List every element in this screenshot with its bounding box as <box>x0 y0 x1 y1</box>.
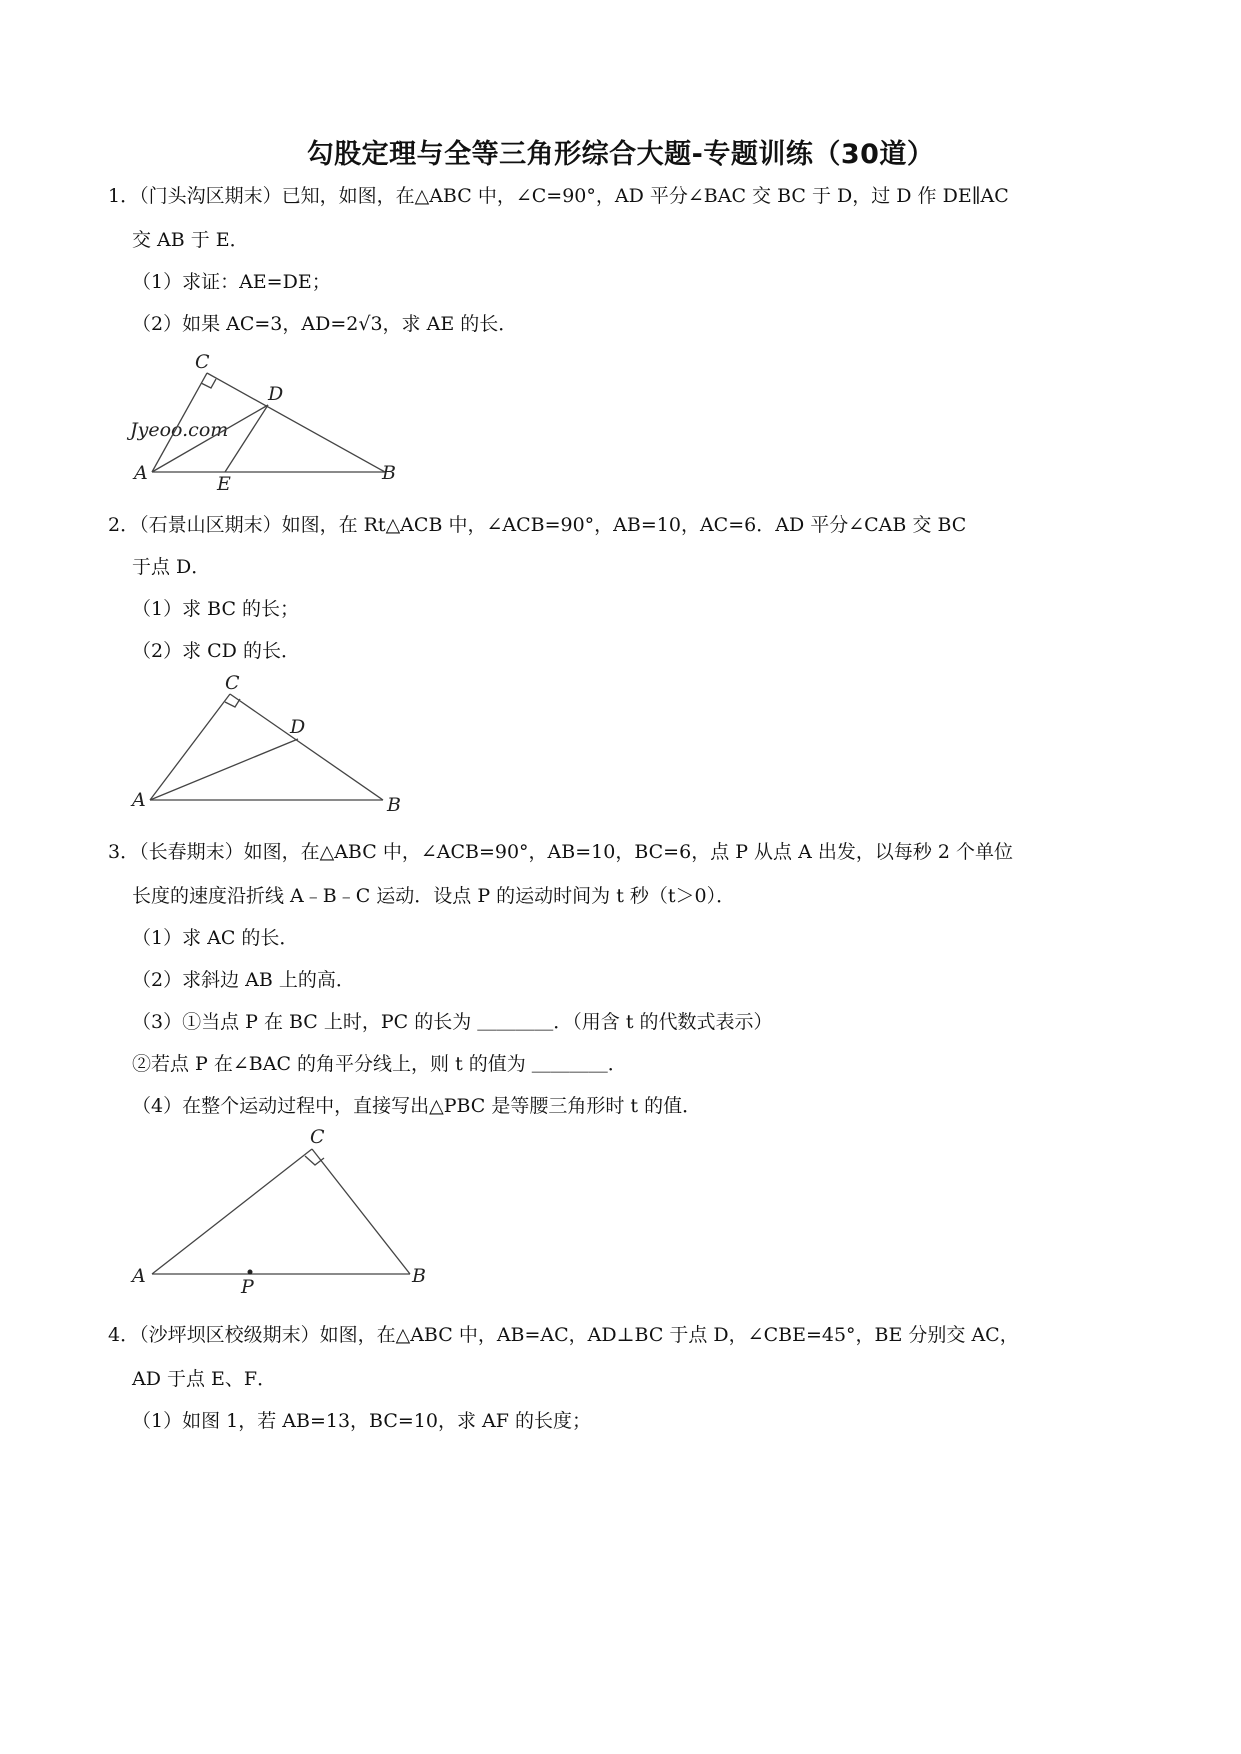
problem-2-figure <box>125 672 425 822</box>
problem-3-line-3: （1）求 AC 的长． <box>132 927 299 949</box>
problem-1-line-1: 1．（门头沟区期末）已知，如图，在△ABC 中，∠C=90°，AD 平分∠BAC 交 BC 于 D，过 D 作 DE∥AC <box>108 185 1009 207</box>
problem-2-line-1: 2．（石景山区期末）如图，在 Rt△ACB 中，∠ACB=90°，AB=10，AC=6．AD 平分∠CAB 交 BC <box>108 514 967 536</box>
page-title: 勾股定理与全等三角形综合大题-专题训练（30道） <box>306 139 935 170</box>
label-B: B <box>387 794 401 816</box>
problem-3-line-6: ②若点 P 在∠BAC 的角平分线上，则 t 的值为 ＿＿＿＿． <box>132 1053 627 1075</box>
problem-1-line-4: （2）如果 AC=3，AD=2√3，求 AE 的长． <box>132 313 518 335</box>
label-C: C <box>310 1126 325 1148</box>
watermark: Jyeoo.com <box>130 419 229 441</box>
label-C: C <box>195 351 210 373</box>
problem-4-line-2: AD 于点 E、F． <box>132 1368 277 1390</box>
problem-3-line-7: （4）在整个运动过程中，直接写出△PBC 是等腰三角形时 t 的值． <box>132 1095 702 1117</box>
problem-1-figure <box>125 348 425 498</box>
problem-2-line-4: （2）求 CD 的长． <box>132 640 300 662</box>
label-A: A <box>132 789 146 811</box>
problem-3-line-2: 长度的速度沿折线 A﹣B﹣C 运动．设点 P 的运动时间为 t 秒（t＞0）． <box>132 885 736 907</box>
problem-2-line-2: 于点 D． <box>132 556 211 578</box>
label-B: B <box>382 462 396 484</box>
problem-4-line-1: 4．（沙坪坝区校级期末）如图，在△ABC 中，AB=AC，AD⊥BC 于点 D，∠CBE=45°，BE 分别交 AC， <box>108 1324 1019 1346</box>
label-A: A <box>134 462 148 484</box>
problem-1-line-2: 交 AB 于 E． <box>132 229 249 251</box>
problem-1-line-3: （1）求证：AE=DE； <box>132 271 331 293</box>
label-P: P <box>241 1276 254 1298</box>
problem-3-figure <box>125 1125 445 1300</box>
label-C: C <box>225 672 240 694</box>
problem-2-line-3: （1）求 BC 的长； <box>132 598 300 620</box>
problem-4-line-3: （1）如图 1，若 AB=13，BC=10，求 AF 的长度； <box>132 1410 591 1432</box>
label-D: D <box>290 716 306 738</box>
label-A: A <box>132 1265 146 1287</box>
label-B: B <box>412 1265 426 1287</box>
problem-3-line-5: （3）①当点 P 在 BC 上时，PC 的长为 ＿＿＿＿．（用含 t 的代数式表示） <box>132 1011 773 1033</box>
problem-3-line-1: 3．（长春期末）如图，在△ABC 中，∠ACB=90°，AB=10，BC=6，点 P 从点 A 出发，以每秒 2 个单位 <box>108 841 1014 863</box>
label-D: D <box>268 383 284 405</box>
label-E: E <box>217 473 231 495</box>
problem-3-line-4: （2）求斜边 AB 上的高． <box>132 969 355 991</box>
